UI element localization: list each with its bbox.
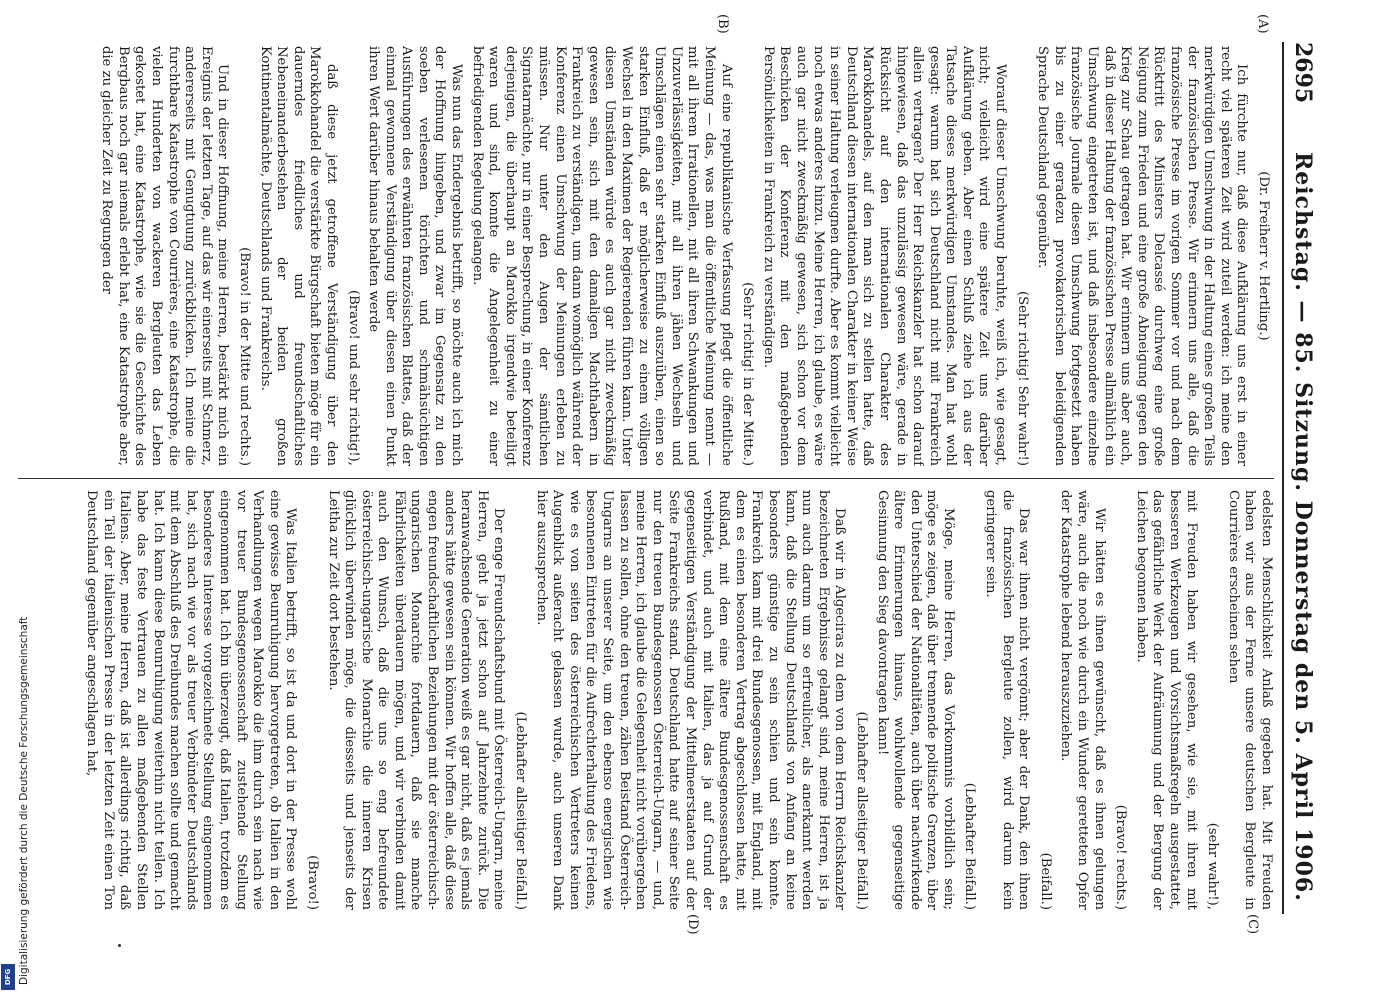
paragraph: mit Freuden haben wir gesehen, wie sie, mit ihren mit besseren Werkzeugen und Vorsichtsmaßregeln ausgestattet, das gefährliche Werk der Aufräumung und der Bergung der Leichen begonnen haben. — [1133, 490, 1199, 910]
scan-speck — [118, 944, 121, 947]
interjection: (sehr wahr!), — [1205, 822, 1221, 910]
running-title: Reichstag. — 85. Sitzung. Donnerstag den 5. April 1906. — [1290, 152, 1316, 902]
paragraph: Auf eine republikanische Verfassung pflegt die öffentliche Meinung — das, was man die öffentliche Meinung nennt — mit all ihrem Irrationellen, mit all ihren Schwankungen und Unzuverlässigkeiten, mit all ihren jähen Wechseln und Umschlägen einen sehr starken Einfluß auszuüben, einen so starken Einfluß, daß er möglicherweise zu einem völligen Wechsel in den Maximen der Regierenden führen kann. Unter diesen Umständen würde es auch gar nicht zweckmäßig gewesen sein, sich mit den damaligen Machthabern in Frankreich zu verständigen, um dann womöglich während der Konferenz einen Umschwung der Meinungen erleben zu müssen. Nur unter den Augen der sämtlichen Signatarmächte, nur in einer Besprechung, in einer Konferenz derjenigen, die überhaupt an Marokko irgendwie beteiligt waren und sind, konnte die Angelegenheit zu einer befriedigenden Regelung gelangen. — [469, 46, 734, 466]
paragraph: Das war ihnen nicht vergönnt; aber der Dank, den ihnen die französischen Bergleute zollen, wird darum kein geringerer sein. — [983, 490, 1032, 910]
page-header — [1282, 42, 1320, 914]
digitization-credit: Digitalisierung gefördert durch die Deutsche Forschungsgemeinschaft — [18, 616, 30, 985]
interjection: (Sehr richtig! in der Mitte.) — [740, 282, 756, 466]
interjection: (Bravo! rechts.) — [1113, 804, 1129, 910]
paragraph: Und in dieser Hoffnung, meine Herren, bestärkt mich ein Ereignis der letzten Tage, auf das wir einerseits mit Schmerz, andererseits mit Genugtuung zurückblicken. Ich meine die furchtbare Katastrophe von Courrières, eine Katastrophe, die vielen Hunderten von wackeren Bergleuten das Leben gekostet hat, eine Katastrophe, wie sie die Geschichte des Bergbaus noch gar niemals erlebt hat, eine Katastrophe aber, die zu gleicher Zeit zu Regungen der — [99, 46, 231, 466]
column-divider — [18, 478, 1274, 479]
paragraph: Möge, meine Herren, das Vorkommnis vorbildlich sein; möge es zeigen, daß über trennende politische Grenzen, über den Unterschied der Nationalitäten, auch über nachwirkende ältere Erinnerungen hinaus, wohlwollende gegenseitige Gesinnung den Sieg davontragen kann! — [874, 490, 956, 910]
interjection: (Lebhafter allseitiger Beifall.) — [513, 711, 529, 910]
margin-marker-a: (A) — [1255, 14, 1270, 34]
page-number: 2695 — [1290, 42, 1316, 104]
paragraph: Worauf dieser Umschwung beruhte, weiß ich, wie gesagt, nicht; vielleicht wird eine spätere Zeit uns darüber Aufklärung geben. Aber einen Schluß ziehe ich aus der Tatsache dieses merkwürdigen Umstandes. Man hat wohl gesagt: warum hat sich Deutschland nicht mit Frankreich allein vertragen? Der Herr Reichskanzler hat schon darauf hingewiesen, daß das unzulässig gewesen wäre, gerade in Rücksicht auf den internationalen Charakter des Marokkohandels, auf den man sich zu stellen hatte, daß Deutschland diesen internationalen Charakter in keiner Weise in seiner Haltung verleugnen durfte. Aber es kommt vielleicht noch etwas anderes hinzu. Meine Herren, ich glaube, es wäre auch gar nicht zweckmäßig gewesen, sich schon vor dem Beschicken der Konferenz mit den maßgebenden Persönlichkeiten in Frankreich zu verständigen. — [760, 46, 1009, 466]
paragraph: Was Italien betrifft, so ist da und dort in der Presse wohl eine gewisse Beunruhigung hervorgetreten, ob Italien in den Verhandlungen wegen Marokko die ihm durch sein nach wie vor treuer Bundesgenossenschaft zustehende Stellung eingenommen hat. Ich bin überzeugt, daß Italien, trotzdem es besonderes Interesse vorgezeichnete Stellung eingenommen hat, sich nach wie vor als treuer Verbündeter Deutschlands mit dem Abschluß des Dreibundes machen sollte und gemacht hat. Ich kann diese Beunruhigung weiterhin nicht teilen. Ich habe das feste Vertrauen zu allen maßgebenden Stellen Italiens. Aber, meine Herren, daß ist allerdings richtig, daß ein Teil der italienischen Presse in der letzten Zeit einen Ton Deutschland gegenüber angeschlagen hat, — [84, 490, 299, 910]
paragraph: Ich fürchte nur, daß diese Aufklärung uns erst in einer recht viel späteren Zeit wird zuteil werden: ich meine den merkwürdigen Umschwung in der Haltung eines großen Teils der französischen Presse. Wir erinnern uns alle, daß die französische Presse im vorigen Sommer vor und nach dem Rücktritt des Ministers Delcassé durchweg eine große Neigung zum Frieden und eine große Abneigung gegen den Krieg zur Schau getragen hat. Wir erinnern uns aber auch, daß in dieser Haltung der französischen Presse allmählich ein Umschwung eingetreten ist, und daß insbesondere einzelne französische Journale diesen Umschwung fortgesetzt haben bis zu einer geradezu provokatorischen beleidigenden Sprache Deutschland gegenüber. — [1035, 46, 1250, 466]
interjection: (Dr. Freiherr v. Hertling.) — [1256, 171, 1271, 341]
paragraph: Wir hätten es ihnen gewünscht, daß es ihnen gelungen wäre, auch die noch wie durch ein Wunder geretteten Opfer der Katastrophe lebend herauszuziehen. — [1058, 490, 1107, 910]
column-right — [18, 490, 1274, 910]
interjection: (Lebhafter Beifall.) — [962, 782, 978, 910]
interjection: (Bravo! in der Mitte und rechts.) — [236, 247, 252, 466]
column-left — [18, 46, 1274, 466]
rotated-page — [10, 14, 1330, 935]
dfg-logo-text: DFG — [4, 968, 12, 986]
margin-marker-b: (B) — [715, 14, 730, 34]
paragraph: Daß wir in Algeciras zu dem von dem Herrn Reichskanzler bezeichneten Ergebnisse gelangt sind, meine Herren, ist ja nun auch darum um so erfreulicher, als anerkannt werden kann, daß die Stellung Deutschlands von Anfang an keine besonders günstige zu sein schien und sein konnte. Frankreich kam mit drei Bundesgenossen, mit England, mit dem es einen besonderen Vertrag abgeschlossen hatte, mit Rußland, mit dem eine ältere Bundesgenossenschaft es verbindet, und auch mit Italien, das ja auf Grund der gegenseitigen Verständigung der Mittelmeerstaaten auf der Seite Frankreichs stand. Deutschland hatte auf seiner Seite nur den treuen Bundesgenossen Österreich-Ungarn, — und, meine Herren, ich glaube die Gelegenheit nicht vorübergehen lassen zu sollen, ohne den treuen, zähen Beistand Österreich-Ungarns an unserer Seite, um den ebenso energischen wie besonnenen Eintreten für die Aufrechterhaltung des Friedens, wie es von seiten des österreichischen Vertreters keinen Augenblick außeracht gelassen wurde, auch unseren Dank hier auszusprechen. — [533, 490, 848, 910]
interjection: (Lebhafter allseitiger Beifall.) — [853, 711, 869, 910]
interjection: (Bravo!) — [304, 855, 320, 910]
interjection: (Beifall.) — [1037, 852, 1053, 910]
paragraph: edelsten Menschlichkeit Anlaß gegeben hat. Mit Freuden haben wir aus der Ferne unsere deutschen Bergleute in Courrières erscheinen sehen — [1225, 490, 1274, 910]
interjection: (Sehr richtig! Sehr wahr!) — [1014, 290, 1030, 466]
paragraph: daß diese jetzt getroffene Verständigung über den Marokkohandel die verstärkte Bürgschaft bieten möge für ein dauerndes friedliches und freundschaftliches Nebeneinanderbestehen der beiden großen Kontinentalmächte, Deutschlands und Frankreichs. — [257, 46, 339, 466]
margin-marker-d: (D) — [685, 914, 700, 935]
margin-marker-c: (C) — [1245, 914, 1260, 935]
interjection: (Bravo! und sehr richtig!), — [345, 289, 361, 466]
paragraph: Der enge Freundschaftsbund mit Österreich-Ungarn, meine Herren, geht ja jetzt schon auf Jahrzehnte zurück. Die heranwachsende Generation weiß es gar nicht, daß es jemals anders hätte gewesen sein können. Wir hoffen alle, daß diese engen freundschaftlichen Beziehungen mit der österreichisch-ungarischen Monarchie fortdauern, daß sie manche Fährlichkeiten überdauern mögen, und wir verbinden damit auch den Wunsch, daß die uns so eng befreundete österreichisch-ungarische Monarchie die inneren Krisen glücklich überwinden möge, die diesseits und jenseits der Leitha zur Zeit dort bestehen. — [325, 490, 507, 910]
dfg-logo — [1, 964, 15, 990]
paragraph: Was nun das Endergebnis betrifft, so möchte auch ich mich der Hoffnung hingeben, und zwar im Gegensatz zu den soeben verlesenen törichten und schmähsüchtigen Ausführungen des erwähnten französischen Blattes, daß der einmal gewonnene Verständigung über diesen einen Punkt ihren Wert darüber hinaus behalten werde — [366, 46, 465, 466]
